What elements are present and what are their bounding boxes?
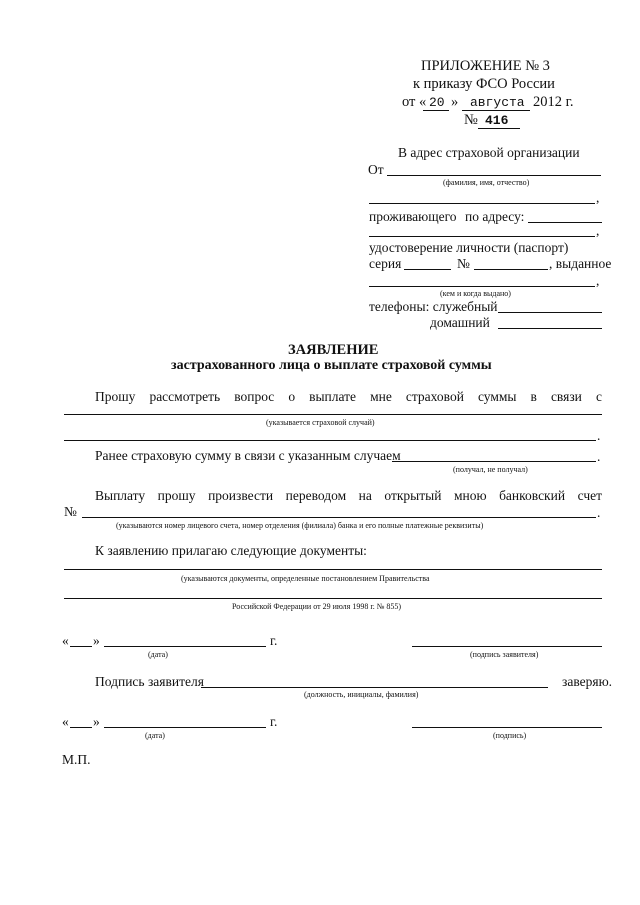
position-hint: (должность, инициалы, фамилия) <box>304 690 419 699</box>
attachments-text: К заявлению прилагаю следующие документы: <box>95 543 367 558</box>
payment-word: Выплату <box>95 488 146 503</box>
order-number-value: 416 <box>485 113 509 128</box>
fio-comma: , <box>596 190 600 205</box>
work-phone-label: телефоны: служебный <box>369 299 498 314</box>
insured-case-line[interactable] <box>64 414 602 415</box>
request-word: страховой <box>405 389 464 404</box>
request-word: в <box>530 389 537 404</box>
date-hint: (дата) <box>148 650 168 659</box>
previous-payment-text: Ранее страховую сумму в связи с указанным случаем <box>95 448 401 463</box>
issued-label: , выданное <box>549 256 612 271</box>
payment-word: мною <box>453 488 487 503</box>
order-date-day-line <box>423 110 449 111</box>
stamp-place: М.П. <box>62 752 91 767</box>
order-reference: к приказу ФСО России <box>413 76 555 92</box>
payment-paragraph <box>95 488 602 504</box>
address-line[interactable] <box>528 222 602 223</box>
attachments-line[interactable] <box>64 569 602 570</box>
request-word: рассмотреть <box>149 389 221 404</box>
issued-comma: , <box>596 273 600 288</box>
account-details-line[interactable] <box>82 517 596 518</box>
date2-month-line[interactable] <box>104 727 266 728</box>
date-day-line[interactable] <box>70 646 92 647</box>
request-word: Прошу <box>95 389 136 404</box>
appendix-title: ПРИЛОЖЕНИЕ № 3 <box>421 58 550 74</box>
applicant-signature-hint: (подпись заявителя) <box>470 650 539 659</box>
passport-number-line[interactable] <box>474 269 548 270</box>
date-quote-close: » <box>93 633 100 648</box>
request-word: выплате <box>309 389 357 404</box>
order-number-line <box>478 128 520 129</box>
document-subtitle: застрахованного лица о выплате страховой суммы <box>171 358 492 373</box>
insured-case-period: . <box>597 428 601 443</box>
date2-quote-open: « <box>62 714 69 729</box>
date2-hint: (дата) <box>145 731 165 740</box>
issued-hint: (кем и когда выдано) <box>440 289 511 298</box>
order-number-label: № <box>464 112 478 128</box>
fio-hint: (фамилия, имя, отчество) <box>443 178 530 187</box>
address-comma: , <box>596 223 600 238</box>
request-word: мне <box>370 389 392 404</box>
received-hint: (получал, не получал) <box>453 465 528 474</box>
fio-continuation-line[interactable] <box>369 203 595 204</box>
order-date-month-line <box>462 110 530 111</box>
series-line[interactable] <box>404 269 451 270</box>
home-phone-line[interactable] <box>498 328 602 329</box>
account-period: . <box>597 505 601 520</box>
official-signature-line[interactable] <box>412 727 602 728</box>
recipient-org-label: В адрес страховой организации <box>398 145 580 160</box>
from-fio-line[interactable] <box>387 175 601 176</box>
previous-payment-period: . <box>597 449 601 464</box>
documents-hint-2: Российской Федерации от 29 июля 1998 г. № 855) <box>232 602 402 611</box>
documents-hint: (указываются документы, определенные постановлением Правительства <box>181 574 430 583</box>
payment-word: банковский <box>499 488 566 503</box>
applicant-signature-line[interactable] <box>412 646 602 647</box>
payment-word: счет <box>577 488 602 503</box>
request-word: о <box>288 389 296 404</box>
work-phone-line[interactable] <box>498 312 602 313</box>
order-date-day: 20 <box>429 95 445 110</box>
passport-number-label: № <box>457 256 470 271</box>
request-word: суммы <box>477 389 517 404</box>
date2-year-suffix: г. <box>270 714 278 729</box>
request-word: с <box>595 389 602 404</box>
date-year-suffix: г. <box>270 633 278 648</box>
certify-text: заверяю. <box>562 674 613 689</box>
payment-word: прошу <box>157 488 196 503</box>
home-phone-label: домашний <box>430 315 490 330</box>
date-quote-open: « <box>62 633 69 648</box>
date2-day-line[interactable] <box>70 727 92 728</box>
official-signature-hint: (подпись) <box>493 731 527 740</box>
issued-line[interactable] <box>369 286 595 287</box>
date2-quote-close: » <box>93 714 100 729</box>
order-date-prefix: от « <box>402 94 427 110</box>
request-paragraph <box>95 389 602 405</box>
insured-case-continuation-line[interactable] <box>64 440 596 441</box>
attachments-line-2[interactable] <box>64 598 602 599</box>
previous-payment-line[interactable] <box>392 461 596 462</box>
applicant-signature-label: Подпись заявителя <box>95 674 204 689</box>
order-date-mid: » <box>451 94 459 110</box>
order-date-month: августа <box>470 95 525 110</box>
request-word: вопрос <box>234 389 275 404</box>
id-doc-label: удостоверение личности (паспорт) <box>369 240 569 255</box>
request-word: связи <box>550 389 582 404</box>
payment-word: на <box>358 488 372 503</box>
payment-word: переводом <box>285 488 347 503</box>
account-hint: (указываются номер лицевого счета, номер отделения (филиала) банка и его полные платежные реквизиты) <box>116 521 484 530</box>
address-label: по адресу: <box>465 209 525 224</box>
document-title: ЗАЯВЛЕНИЕ <box>288 342 379 358</box>
order-date-year: 2012 г. <box>533 94 574 110</box>
residing-label: проживающего <box>369 209 457 224</box>
payment-word: произвести <box>208 488 274 503</box>
insured-case-hint: (указывается страховой случай) <box>266 418 375 427</box>
date-month-line[interactable] <box>104 646 266 647</box>
payment-word: открытый <box>384 488 442 503</box>
from-label: От <box>368 162 384 177</box>
account-number-label: № <box>64 504 77 519</box>
series-label: серия <box>369 256 402 271</box>
address-continuation-line[interactable] <box>369 236 595 237</box>
official-position-line[interactable] <box>201 687 548 688</box>
